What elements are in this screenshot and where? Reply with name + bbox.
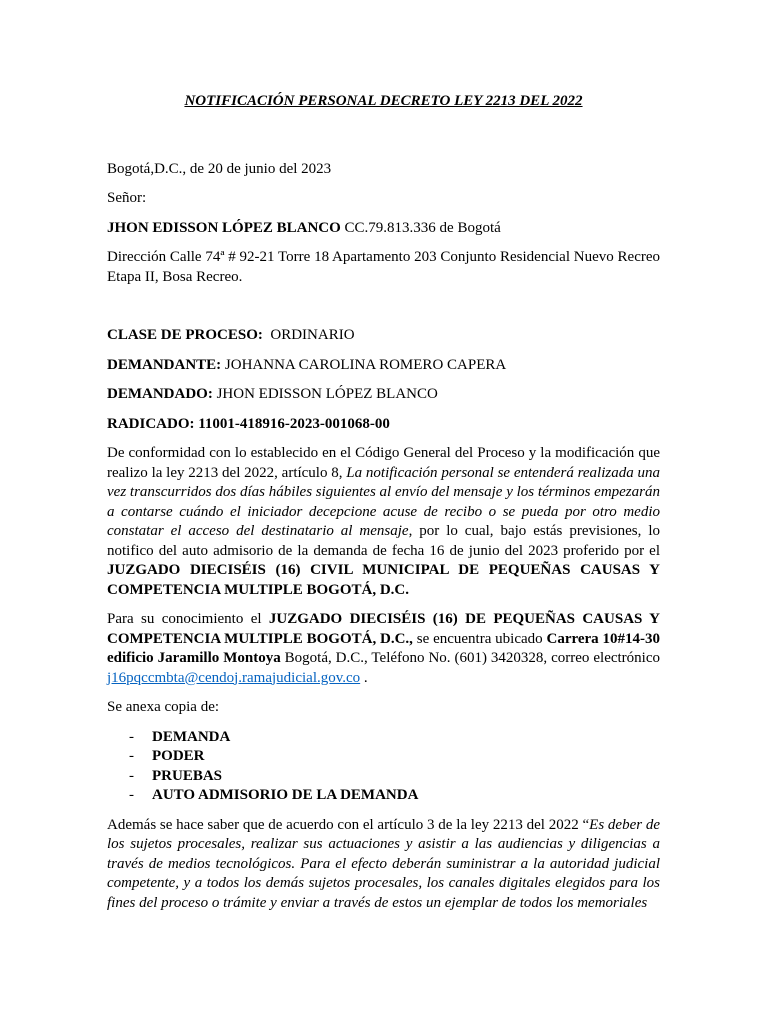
notification-paragraph [107, 444, 660, 600]
list-item: - PODER [107, 747, 660, 767]
demandante-line [107, 356, 660, 376]
clase-proceso-value: ORDINARIO [262, 327, 355, 343]
list-dash: - [129, 728, 134, 745]
clase-proceso-line [107, 326, 660, 346]
court-info-text-1: Para su conocimiento el [107, 611, 269, 627]
addressee-id: CC.79.813.336 de Bogotá [340, 219, 501, 236]
demandado-label: DEMANDADO: [107, 386, 213, 402]
annex-intro: Se anexa copia de: [107, 699, 220, 715]
article-paragraph [107, 816, 660, 914]
date-line: Bogotá,D.C., de 20 de junio del 2023 [107, 160, 332, 177]
court-info-text-2: se encuentra ubicado [412, 630, 547, 647]
document-title: NOTIFICACIÓN PERSONAL DECRETO LEY 2213 DEL 2022 [184, 93, 583, 109]
list-dash: - [129, 787, 134, 803]
court-email-link[interactable]: j16pqccmbta@cendoj.ramajudicial.gov.co [107, 669, 361, 686]
annex-list [107, 728, 660, 806]
addressee-line [107, 219, 660, 239]
list-dash: - [129, 748, 134, 764]
demandado-line [107, 385, 660, 405]
court-info-text-3: Bogotá, D.C., Teléfono No. (601) 3420328, correo electrónico [280, 650, 660, 666]
notification-quote: La notificación personal se entenderá realizada una vez transcurridos dos días hábiles siguientes al envío del mensaje y los términos empezarán a contarse cuándo el iniciador decepcione acuse de recibo o se pueda por otro medio constatar el acceso del destinatario al mensaje [107, 464, 660, 539]
demandado-value: JHON EDISSON LÓPEZ BLANCO [212, 386, 438, 402]
address-paragraph: Dirección Calle 74ª # 92-21 Torre 18 Apartamento 203 Conjunto Residencial Nuevo Recreo Etapa II, Bosa Recreo. [107, 249, 660, 285]
court-name: JUZGADO DIECISÉIS (16) CIVIL MUNICIPAL DE PEQUEÑAS CAUSAS Y COMPETENCIA MULTIPLE BOGOTÁ, D.C. [107, 562, 660, 598]
court-info-text-4: . [360, 669, 368, 686]
list-item: - AUTO ADMISORIO DE LA DEMANDA [107, 786, 660, 806]
addressee-name: JHON EDISSON LÓPEZ BLANCO [107, 219, 341, 236]
notification-text-1: De conformidad con lo establecido en el Código General del Proceso y la modificación que realizo la ley 2213 del 2022, artículo 8, [107, 445, 660, 481]
article-quote: Es deber de los sujetos procesales, realizar sus actuaciones y asistir a las audiencias y diligencias a través de medios tecnológicos. Para el efecto deberán suministrar a la autoridad judicial competente, y a todos los demás sujetos procesales, los canales digitales elegidos para los fines del proceso o trámite y enviar a través de estos un ejemplar de todos los memoriales [107, 816, 660, 911]
radicado-line [107, 415, 660, 435]
article-text-1: Además se hace saber que de acuerdo con el artículo 3 de la ley 2213 del 2022 “ [107, 816, 590, 833]
court-info-paragraph [107, 610, 660, 688]
court-name-2: JUZGADO DIECISÉIS (16) DE PEQUEÑAS CAUSAS Y COMPETENCIA MULTIPLE BOGOTÁ, D.C., [107, 611, 660, 647]
notification-text-2: , por lo cual, bajo estás previsiones, lo notifico del auto admisorio de la demanda de fecha 16 de junio del 2023 proferido por el [107, 523, 660, 559]
radicado-number: RADICADO: 11001-418916-2023-001068-00 [107, 415, 390, 432]
court-address: Carrera 10#14-30 edificio Jaramillo Montoya [107, 630, 660, 666]
list-item: - PRUEBAS [107, 767, 660, 787]
demandante-value: JOHANNA CAROLINA ROMERO CAPERA [221, 356, 507, 373]
list-dash: - [129, 767, 134, 784]
document-body [107, 92, 660, 913]
list-item: - DEMANDA [107, 728, 660, 748]
salutation: Señor: [107, 190, 147, 206]
clase-proceso-label: CLASE DE PROCESO: [107, 327, 263, 343]
demandante-label: DEMANDANTE: [107, 356, 222, 373]
